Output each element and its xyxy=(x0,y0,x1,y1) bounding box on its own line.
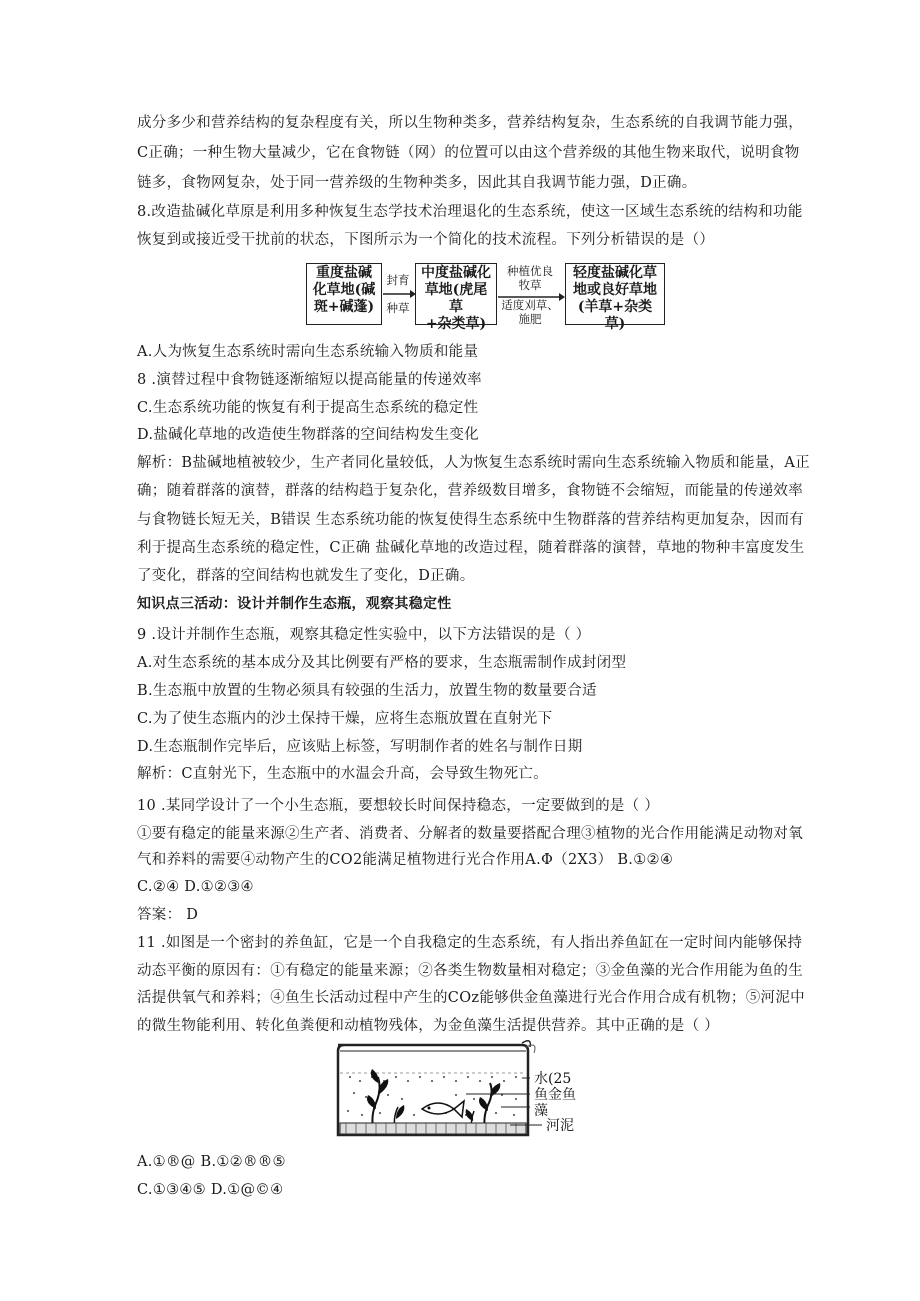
q9-analysis: 解析：C直射光下，生态瓶中的水温会升高，会导致生物死亡。 xyxy=(137,766,548,782)
q10-conditions-line-2: 气和养料的需要④动物产生的CO2能满足植物进行光合作用A.Φ（2X3） B.①②④ xyxy=(137,852,674,868)
flow-arrow2-line: 适度刈草、 xyxy=(501,298,559,312)
q8-analysis-line-2: 确；随着群落的演替，群落的结构趋于复杂化，营养级数目增多，食物链不会缩短，而能量的传递效率 xyxy=(137,483,803,499)
flow-box-moderate-line: +杂类草) xyxy=(425,316,487,332)
tank-label-algae: 藻 xyxy=(534,1103,548,1119)
line-2: C正确；一种生物大量减少，它在食物链（网）的位置可以由这个营养级的其他生物来取代，说明食物 xyxy=(137,145,800,161)
q8-analysis-line-3: 与食物链长短无关，B错误 生态系统功能的恢复使得生态系统中生物群落的营养结构更加复杂，因而有 xyxy=(137,512,805,528)
q8-option-c: C.生态系统功能的恢复有利于提高生态系统的稳定性 xyxy=(137,400,479,416)
fish-tank-figure xyxy=(326,1037,586,1143)
q10-conditions-line-1: ①要有稳定的能量来源②生产者、消费者、分解者的数量要搭配合理③植物的光合作用能满足动物对氧 xyxy=(137,826,803,842)
q9-option-b: B.生态瓶中放置的生物必须具有较强的生活力，放置生物的数量要合适 xyxy=(137,683,597,699)
q11-options-cd: C.①③④⑤ D.①@©④ xyxy=(137,1182,284,1198)
flow-box-moderate-line: 草地(虎尾草 xyxy=(424,282,488,315)
q10-options: C.②④ D.①②③④ xyxy=(137,879,254,895)
flow-arrow2-label xyxy=(497,264,563,292)
q11-stem-line-2: 动态平衡的原因有：①有稳定的能量来源；②各类生物数量相对稳定；③金鱼藻的光合作用能为鱼的生 xyxy=(137,963,803,979)
q8-option-d: D.盐碱化草地的改造使生物群落的空间结构发生变化 xyxy=(137,427,479,443)
q8-analysis-line-1: 解析：B盐碱地植被较少，生产者同化量较低，人为恢复生态系统时需向生态系统输入物质和能量，A正 xyxy=(137,455,810,471)
flow-arrow2-icon xyxy=(497,291,565,303)
flow-arrow1-icon xyxy=(382,288,416,300)
flow-box-severe xyxy=(306,263,382,325)
flow-arrow1-top: 封育 xyxy=(386,273,410,287)
flow-box-mild xyxy=(565,263,665,332)
tank-label-fish: 鱼金鱼 xyxy=(534,1087,576,1103)
q11-stem-line-4: 的微生物能利用、转化鱼粪便和动植物残体，为金鱼藻生活提供营养。其中正确的是（ ） xyxy=(137,1018,720,1034)
flow-arrow1-label xyxy=(382,301,414,315)
flow-diagram xyxy=(306,263,666,332)
line-3: 链多，食物网复杂，处于同一营养级的生物种类多，因此其自我调节能力强，D正确。 xyxy=(137,175,697,191)
flow-arrow2-line: 牧草 xyxy=(518,278,542,292)
q8-option-b: 8 .演替过程中食物链逐渐缩短以提高能量的传递效率 xyxy=(137,372,482,388)
flow-box-mild-line: (羊草+杂类草) xyxy=(577,299,653,332)
flow-box-mild-line: 轻度盐碱化草 xyxy=(573,265,657,281)
q10-answer: 答案： D xyxy=(137,907,199,923)
flow-box-mild-line: 地或良好草地 xyxy=(573,282,657,298)
q8-option-a: A.人为恢复生态系统时需向生态系统输入物质和能量 xyxy=(137,344,479,360)
line-1: 成分多少和营养结构的复杂程度有关，所以生物种类多，营养结构复杂，生态系统的自我调节能力强， xyxy=(137,115,803,131)
flow-arrow2-line: 施肥 xyxy=(518,312,542,326)
q9-option-d: D.生态瓶制作完毕后，应该贴上标签，写明制作者的姓名与制作日期 xyxy=(137,739,583,755)
section-heading: 知识点三活动：设计并制作生态瓶，观察其稳定性 xyxy=(137,596,452,612)
flow-arrow1-label xyxy=(382,273,414,287)
q9-stem: 9 .设计并制作生态瓶，观察其稳定性实验中，以下方法错误的是（ ） xyxy=(137,627,591,643)
q11-options-ab: A.①®@ B.①②®®⑤ xyxy=(137,1154,286,1170)
q8-analysis-line-4: 利于提高生态系统的稳定性，C正确 盐碱化草地的改造过程，随着群落的演替，草地的物种丰富度发生 xyxy=(137,540,805,556)
q10-stem: 10 .某同学设计了一个小生态瓶，要想较长时间保持稳态，一定要做到的是（ ） xyxy=(137,798,660,814)
flow-box-severe-line: 化草地(碱 xyxy=(312,282,376,298)
tank-label-mud: 河泥 xyxy=(546,1118,574,1134)
q8-stem-line-2: 恢复到或接近受干扰前的状态，下图所示为一个简化的技术流程。下列分析错误的是（） xyxy=(137,232,715,248)
q9-option-c: C.为了使生态瓶内的沙土保持干燥，应将生态瓶放置在直射光下 xyxy=(137,711,553,727)
flow-arrow1-bottom: 种草 xyxy=(386,301,410,315)
flow-box-moderate-line: 中度盐碱化 xyxy=(421,265,491,281)
q11-stem-line-1: 11 .如图是一个密封的养鱼缸，它是一个自我稳定的生态系统，有人指出养鱼缸在一定时间内能够保持 xyxy=(137,935,803,951)
flow-arrow2-line: 种植优良 xyxy=(507,264,553,278)
q9-option-a: A.对生态系统的基本成分及其比例要有严格的要求，生态瓶需制作成封闭型 xyxy=(137,655,627,671)
q8-stem-line-1: 8.改造盐碱化草原是利用多种恢复生态学技术治理退化的生态系统，使这一区域生态系统的结构和功能 xyxy=(137,204,803,220)
flow-box-moderate xyxy=(415,263,497,332)
flow-box-severe-line: 重度盐碱 xyxy=(316,265,372,281)
flow-box-severe-line: 斑+碱蓬) xyxy=(313,299,375,315)
tank-label-water: 水(25 xyxy=(534,1071,572,1087)
q11-stem-line-3: 活提供氧气和养料；④鱼生长活动过程中产生的COz能够供金鱼藻进行光合作用合成有机物；⑤河泥中 xyxy=(137,990,805,1006)
q8-analysis-line-5: 了变化，群落的空间结构也就发生了变化，D正确。 xyxy=(137,568,475,584)
